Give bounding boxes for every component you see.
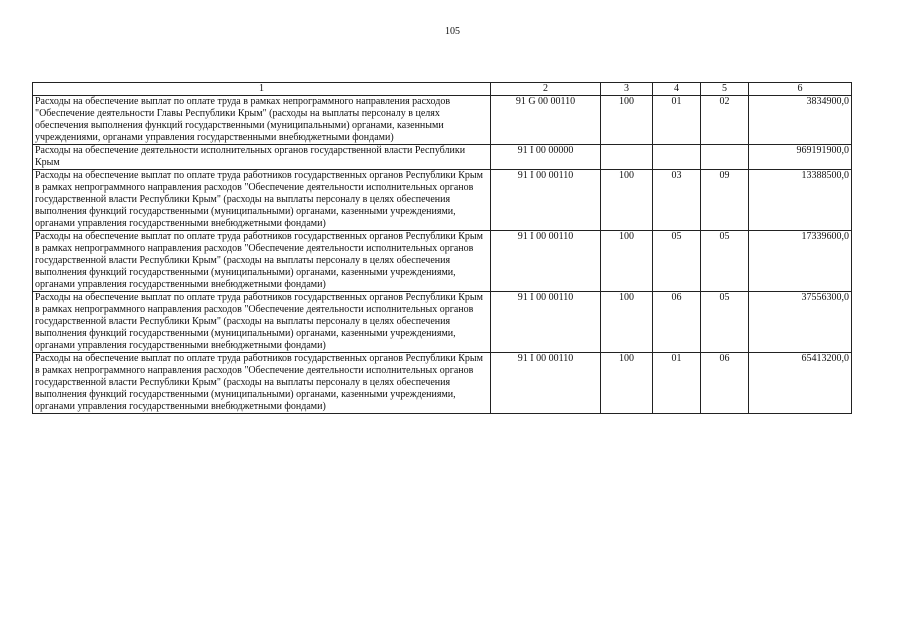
table-row (33, 96, 852, 145)
table-row (33, 145, 852, 170)
row-name: Расходы на обеспечение выплат по оплате труда в рамках непрограммного направления расходов "Обеспечение деятельности Главы Республики Крым" (расходы на выплаты персоналу в целях обеспечения выполнения функций государственными (муниципальными) органами, казенными учреждениями, органами управления государственными внебюджетными фондами) (33, 96, 491, 145)
row-name: Расходы на обеспечение выплат по оплате труда работников государственных органов Республики Крым в рамках непрограммного направления расходов "Обеспечение деятельности исполнительных органов государственной власти Республики Крым" (расходы на выплаты персоналу в целях обеспечения выполнения функций государственными (муниципальными) органами, казенными учреждениями, органами управления государственными внебюджетными фондами) (33, 353, 491, 414)
row-subsection: 05 (701, 292, 749, 353)
row-amount: 969191900,0 (749, 145, 852, 170)
row-target-code: 91 I 00 00110 (491, 353, 601, 414)
row-target-code: 91 G 00 00110 (491, 96, 601, 145)
row-section: 03 (653, 170, 701, 231)
row-expense-type (601, 145, 653, 170)
row-name: Расходы на обеспечение выплат по оплате труда работников государственных органов Республики Крым в рамках непрограммного направления расходов "Обеспечение деятельности исполнительных органов государственной власти Республики Крым" (расходы на выплаты персоналу в целях обеспечения выполнения функций государственными (муниципальными) органами, казенными учреждениями, органами управления государственными внебюджетными фондами) (33, 231, 491, 292)
row-section: 05 (653, 231, 701, 292)
header-col-4: 4 (653, 83, 701, 96)
row-amount: 17339600,0 (749, 231, 852, 292)
table-body (33, 96, 852, 414)
row-amount: 37556300,0 (749, 292, 852, 353)
row-subsection: 02 (701, 96, 749, 145)
budget-table (32, 82, 852, 414)
page-number: 105 (445, 26, 460, 37)
row-expense-type: 100 (601, 353, 653, 414)
header-row (33, 83, 852, 96)
row-expense-type: 100 (601, 170, 653, 231)
row-amount: 13388500,0 (749, 170, 852, 231)
row-target-code: 91 I 00 00000 (491, 145, 601, 170)
row-name: Расходы на обеспечение выплат по оплате труда работников государственных органов Республики Крым в рамках непрограммного направления расходов "Обеспечение деятельности исполнительных органов государственной власти Республики Крым" (расходы на выплаты персоналу в целях обеспечения выполнения функций государственными (муниципальными) органами, казенными учреждениями, органами управления государственными внебюджетными фондами) (33, 170, 491, 231)
table-header (33, 83, 852, 96)
row-section: 01 (653, 96, 701, 145)
row-subsection: 09 (701, 170, 749, 231)
header-col-2: 2 (491, 83, 601, 96)
header-col-6: 6 (749, 83, 852, 96)
row-expense-type: 100 (601, 231, 653, 292)
row-section: 06 (653, 292, 701, 353)
row-expense-type: 100 (601, 292, 653, 353)
table-row (33, 353, 852, 414)
header-col-3: 3 (601, 83, 653, 96)
row-target-code: 91 I 00 00110 (491, 231, 601, 292)
row-amount: 65413200,0 (749, 353, 852, 414)
table-row (33, 231, 852, 292)
row-subsection: 06 (701, 353, 749, 414)
row-target-code: 91 I 00 00110 (491, 170, 601, 231)
row-section: 01 (653, 353, 701, 414)
header-col-5: 5 (701, 83, 749, 96)
table-row (33, 292, 852, 353)
row-name: Расходы на обеспечение деятельности исполнительных органов государственной власти Республики Крым (33, 145, 491, 170)
row-target-code: 91 I 00 00110 (491, 292, 601, 353)
row-expense-type: 100 (601, 96, 653, 145)
header-col-1: 1 (33, 83, 491, 96)
table-row (33, 170, 852, 231)
row-amount: 3834900,0 (749, 96, 852, 145)
row-subsection: 05 (701, 231, 749, 292)
row-section (653, 145, 701, 170)
row-name: Расходы на обеспечение выплат по оплате труда работников государственных органов Республики Крым в рамках непрограммного направления расходов "Обеспечение деятельности исполнительных органов государственной власти Республики Крым" (расходы на выплаты персоналу в целях обеспечения выполнения функций государственными (муниципальными) органами, казенными учреждениями, органами управления государственными внебюджетными фондами) (33, 292, 491, 353)
row-subsection (701, 145, 749, 170)
